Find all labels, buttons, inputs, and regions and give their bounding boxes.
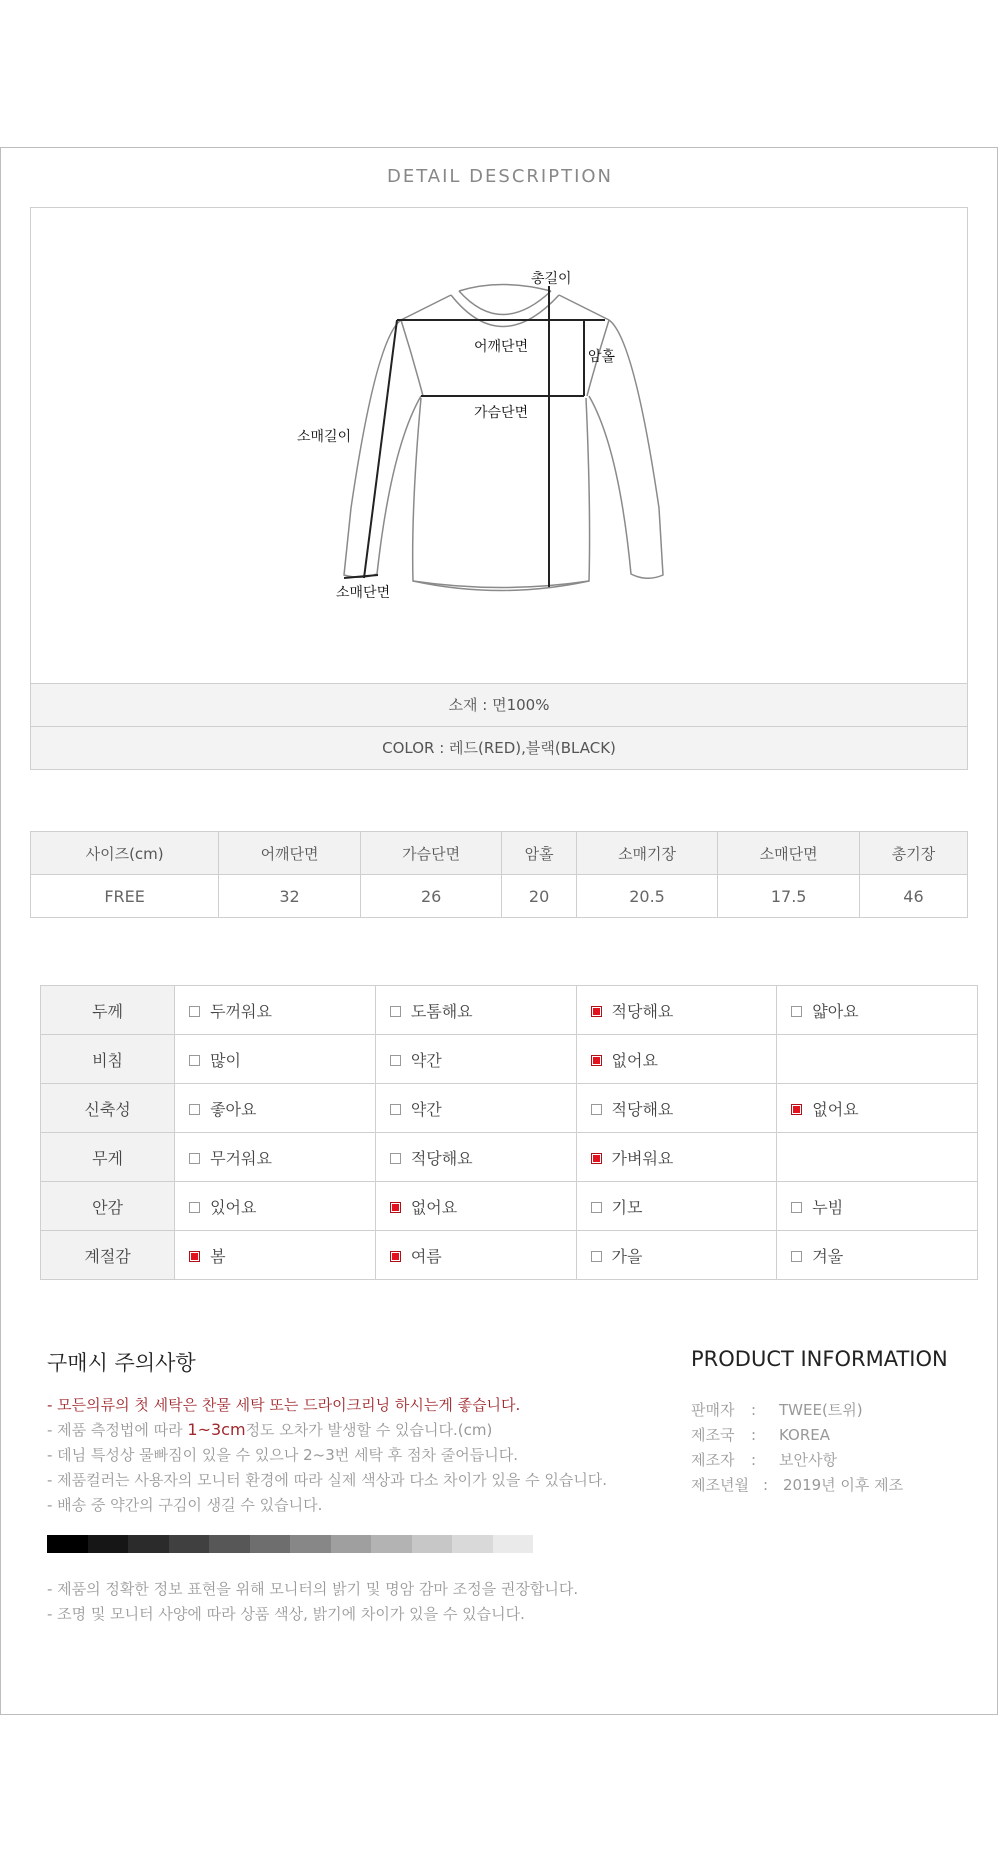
attribute-name: 두께 — [41, 986, 175, 1035]
label-armhole: 암홀 — [588, 349, 616, 365]
gray-swatch — [250, 1535, 291, 1553]
attribute-option-cell — [175, 1231, 376, 1280]
size-header-cell: 암홀 — [502, 832, 576, 875]
caution-line-1: - 모든의류의 첫 세탁은 찬물 세탁 또는 드라이크리닝 하시는게 좋습니다. — [47, 1396, 521, 1414]
attribute-option-cell — [576, 1084, 777, 1133]
caution-line-2 — [47, 1419, 492, 1440]
gray-swatch — [169, 1535, 210, 1553]
attribute-option-label: 많이 — [210, 1050, 242, 1070]
attribute-option-cell — [175, 1182, 376, 1231]
table-row — [41, 1231, 978, 1280]
gray-swatch — [452, 1535, 493, 1553]
attribute-option-label: 봄 — [210, 1246, 226, 1266]
size-table — [30, 831, 968, 918]
color-row: COLOR : 레드(RED),블랙(BLACK) — [30, 726, 968, 770]
unchecked-box-icon — [189, 1202, 200, 1213]
gray-scale-bar — [47, 1535, 533, 1553]
attribute-option-cell — [576, 1035, 777, 1084]
attribute-option-label: 좋아요 — [210, 1099, 257, 1119]
checked-box-icon — [591, 1055, 602, 1066]
size-cell: FREE — [31, 875, 219, 918]
attribute-name: 비침 — [41, 1035, 175, 1084]
attribute-option-label: 없어요 — [611, 1050, 658, 1070]
label-shoulder: 어깨단면 — [474, 339, 529, 355]
attribute-option-cell — [175, 986, 376, 1035]
gray-swatch — [371, 1535, 412, 1553]
attribute-option-cell — [777, 1133, 978, 1182]
unchecked-box-icon — [791, 1006, 802, 1017]
gray-swatch — [209, 1535, 250, 1553]
size-header-cell: 소매단면 — [718, 832, 860, 875]
product-info-key: 제조자 — [691, 1451, 735, 1469]
gray-swatch — [47, 1535, 88, 1553]
attribute-option-label: 두꺼워요 — [210, 1001, 272, 1021]
size-header-cell: 사이즈(cm) — [31, 832, 219, 875]
table-row — [31, 875, 968, 918]
checked-box-icon — [390, 1251, 401, 1262]
attribute-option-cell — [777, 1084, 978, 1133]
size-cell: 20.5 — [576, 875, 718, 918]
unchecked-box-icon — [390, 1006, 401, 1017]
label-sleeve-length: 소매길이 — [297, 429, 352, 445]
attribute-option-cell — [375, 1035, 576, 1084]
product-info-key: 제조국 — [691, 1426, 735, 1444]
product-info-sep: : — [751, 1401, 757, 1419]
product-info-row — [691, 1399, 863, 1420]
attribute-option-label: 약간 — [410, 1099, 442, 1119]
unchecked-box-icon — [591, 1202, 602, 1213]
unchecked-box-icon — [591, 1104, 602, 1115]
size-header-cell: 총기장 — [859, 832, 967, 875]
attribute-option-cell — [777, 986, 978, 1035]
unchecked-box-icon — [189, 1104, 200, 1115]
attribute-option-label: 있어요 — [210, 1197, 257, 1217]
table-row — [41, 1182, 978, 1231]
size-cell: 26 — [360, 875, 502, 918]
unchecked-box-icon — [791, 1202, 802, 1213]
attribute-option-label: 적당해요 — [611, 1099, 674, 1119]
attribute-name: 안감 — [41, 1182, 175, 1231]
gray-swatch — [493, 1535, 534, 1553]
label-chest: 가슴단면 — [474, 405, 529, 421]
size-header-cell: 가슴단면 — [360, 832, 502, 875]
caution-line-5: - 배송 중 약간의 구김이 생길 수 있습니다. — [47, 1496, 323, 1514]
product-info-title: PRODUCT INFORMATION — [691, 1347, 948, 1371]
unchecked-box-icon — [390, 1153, 401, 1164]
attribute-option-cell — [175, 1035, 376, 1084]
attribute-option-cell — [375, 1231, 576, 1280]
attribute-option-label: 기모 — [611, 1197, 643, 1217]
size-header-cell: 어깨단면 — [219, 832, 361, 875]
attribute-option-label: 도톰해요 — [410, 1001, 473, 1021]
attribute-option-label: 얇아요 — [812, 1001, 859, 1021]
attribute-option-cell — [576, 1133, 777, 1182]
caution-text: - 제품 측정법에 따라 — [47, 1421, 188, 1439]
checked-box-icon — [591, 1006, 602, 1017]
checked-box-icon — [390, 1202, 401, 1213]
caution-line-3: - 데님 특성상 물빠짐이 있을 수 있으나 2~3번 세탁 후 점차 줄어듭니다. — [47, 1446, 519, 1464]
attribute-option-cell — [175, 1133, 376, 1182]
gray-swatch — [88, 1535, 129, 1553]
unchecked-box-icon — [189, 1006, 200, 1017]
gray-swatch — [331, 1535, 372, 1553]
attribute-option-label: 무거워요 — [210, 1148, 272, 1168]
caution-text: 정도 오차가 발생할 수 있습니다.(cm) — [245, 1421, 493, 1439]
checked-box-icon — [591, 1153, 602, 1164]
attribute-option-label: 약간 — [410, 1050, 442, 1070]
label-sleeve-width: 소매단면 — [336, 585, 391, 601]
gray-swatch — [290, 1535, 331, 1553]
monitor-note-2: - 조명 및 모니터 사양에 따라 상품 색상, 밝기에 차이가 있을 수 있습니다. — [47, 1605, 525, 1623]
attribute-option-cell — [777, 1182, 978, 1231]
product-info-sep: : — [763, 1476, 769, 1494]
caution-title: 구매시 주의사항 — [47, 1351, 196, 1375]
product-info-sep: : — [751, 1451, 757, 1469]
attribute-option-label: 적당해요 — [611, 1001, 674, 1021]
attribute-option-cell — [175, 1084, 376, 1133]
attribute-option-label: 가벼워요 — [611, 1148, 674, 1168]
attribute-name: 계절감 — [41, 1231, 175, 1280]
attribute-option-label: 누빔 — [812, 1197, 844, 1217]
fabric-attribute-table — [40, 985, 978, 1280]
monitor-note-1: - 제품의 정확한 정보 표현을 위해 모니터의 밝기 및 명암 감마 조정을 권장합니다. — [47, 1580, 579, 1598]
attribute-option-cell — [576, 1182, 777, 1231]
attribute-option-cell — [576, 986, 777, 1035]
product-info-value: KOREA — [779, 1426, 830, 1444]
product-info-row — [691, 1474, 903, 1495]
attribute-name: 무게 — [41, 1133, 175, 1182]
attribute-option-label: 겨울 — [812, 1246, 844, 1266]
attribute-option-cell — [375, 986, 576, 1035]
product-info-row — [691, 1424, 830, 1445]
unchecked-box-icon — [791, 1251, 802, 1262]
unchecked-box-icon — [390, 1055, 401, 1066]
table-row — [41, 1133, 978, 1182]
attribute-option-label: 없어요 — [812, 1099, 859, 1119]
size-cell: 20 — [502, 875, 576, 918]
unchecked-box-icon — [390, 1104, 401, 1115]
attribute-option-cell — [375, 1182, 576, 1231]
checked-box-icon — [791, 1104, 802, 1115]
size-header-cell: 소매기장 — [576, 832, 718, 875]
product-info-value: TWEE(트위) — [779, 1401, 863, 1419]
attribute-option-label: 가을 — [611, 1246, 643, 1266]
attribute-option-cell — [576, 1231, 777, 1280]
attribute-option-label: 없어요 — [410, 1197, 458, 1217]
product-info-value: 2019년 이후 제조 — [783, 1476, 904, 1494]
unchecked-box-icon — [591, 1251, 602, 1262]
material-row: 소재 : 면100% — [30, 683, 968, 727]
attribute-option-cell — [375, 1133, 576, 1182]
caution-highlight: 1~3cm — [187, 1420, 246, 1439]
table-row — [41, 1084, 978, 1133]
label-total-length: 총길이 — [531, 271, 572, 287]
size-table-header — [31, 832, 968, 875]
size-cell: 32 — [219, 875, 361, 918]
attribute-option-cell — [777, 1231, 978, 1280]
size-cell: 17.5 — [718, 875, 860, 918]
gray-swatch — [412, 1535, 453, 1553]
attribute-option-cell — [375, 1084, 576, 1133]
product-info-value: 보안사항 — [779, 1451, 837, 1469]
gray-swatch — [128, 1535, 169, 1553]
product-info-row — [691, 1449, 837, 1470]
unchecked-box-icon — [189, 1055, 200, 1066]
table-row — [41, 1035, 978, 1084]
attribute-option-label: 여름 — [410, 1246, 442, 1266]
attribute-option-cell — [777, 1035, 978, 1084]
unchecked-box-icon — [189, 1153, 200, 1164]
product-info-key: 판매자 — [691, 1401, 735, 1419]
product-info-sep: : — [751, 1426, 757, 1444]
detail-title: DETAIL DESCRIPTION — [386, 166, 614, 187]
caution-line-4: - 제품컬러는 사용자의 모니터 환경에 따라 실제 색상과 다소 차이가 있을 수 있습니다. — [47, 1471, 608, 1489]
product-info-key: 제조년월 — [691, 1476, 749, 1494]
attribute-option-label: 적당해요 — [410, 1148, 473, 1168]
attribute-name: 신축성 — [41, 1084, 175, 1133]
size-cell: 46 — [859, 875, 967, 918]
table-row — [41, 986, 978, 1035]
checked-box-icon — [189, 1251, 200, 1262]
